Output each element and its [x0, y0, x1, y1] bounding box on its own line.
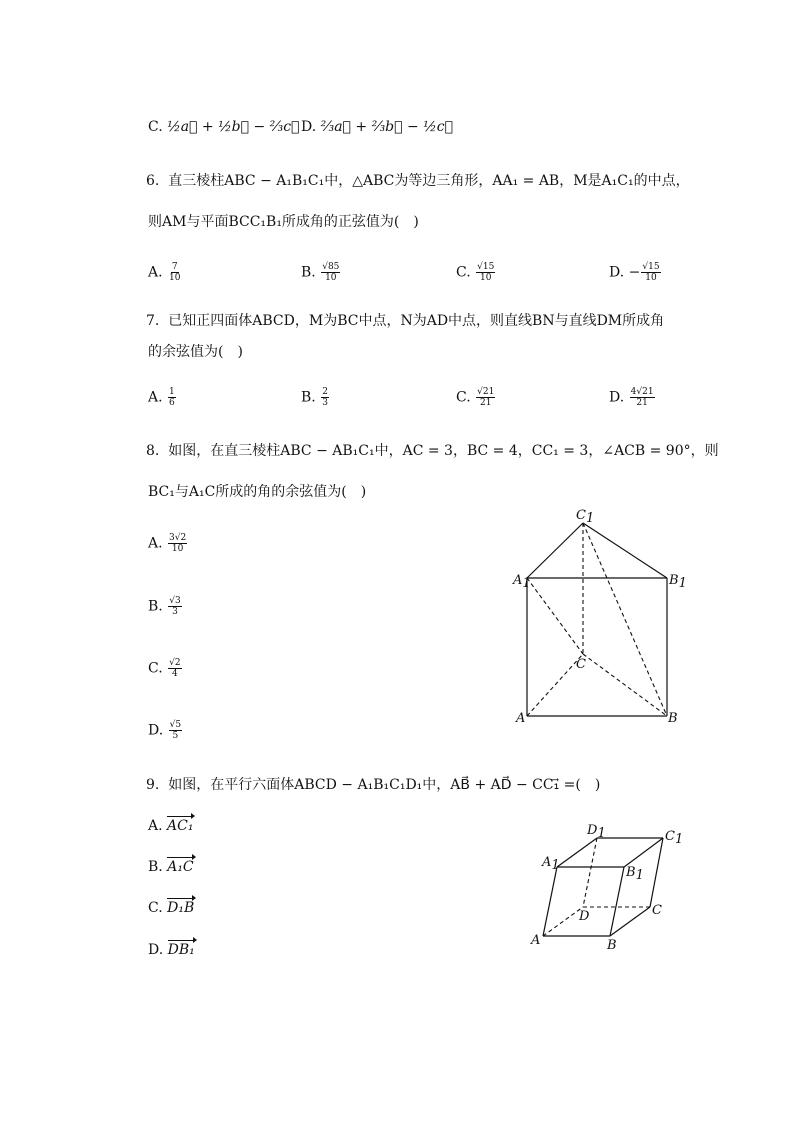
q7-option-b [301, 387, 330, 408]
option-letter: A. [148, 389, 163, 406]
option-letter: A. [148, 535, 163, 552]
q8-option-b [148, 596, 183, 617]
q6-option-d [609, 262, 662, 283]
label-c1: C1 [576, 508, 595, 526]
question-text: 直三棱柱ABC − A₁B₁C₁中，△ABC为等边三角形，AA₁ = AB，M是A₁C₁的中点， [168, 173, 690, 189]
denominator: 10 [325, 273, 337, 283]
option-letter: B. [148, 598, 163, 615]
question-number: 6. [146, 173, 160, 189]
option-letter: D. [148, 722, 164, 739]
option-letter: D. [609, 389, 625, 406]
q5-option-d [301, 119, 453, 135]
label-b1: B1 [669, 573, 687, 591]
question-number: 7. [146, 313, 160, 329]
q9-option-b [148, 859, 194, 875]
option-fraction [168, 387, 176, 408]
q8-prism-figure [505, 505, 695, 730]
q7-stem-line1 [146, 312, 664, 330]
option-letter: D. [609, 264, 625, 281]
numerator: 4√21 [630, 387, 654, 397]
numerator: 2 [322, 387, 328, 397]
denominator: 10 [645, 273, 657, 283]
q8-option-a [148, 533, 188, 554]
denominator: 10 [169, 273, 181, 283]
numerator: 1 [169, 387, 175, 397]
label-d: D [579, 909, 590, 924]
option-expression: ½a⃗ + ½b⃗ − ⅔c⃗ [167, 119, 300, 135]
q7-stem-line2: 的余弦值为( ) [148, 344, 243, 360]
label-b: B [607, 938, 617, 953]
option-vector: D₁B [167, 900, 195, 916]
numerator: √85 [322, 262, 340, 272]
option-expression: ⅔a⃗ + ⅔b⃗ − ½c⃗ [320, 119, 453, 135]
option-fraction [169, 720, 182, 741]
label-a1: A1 [513, 573, 531, 591]
numerator: √2 [169, 658, 181, 668]
option-vector: A₁C [167, 859, 194, 875]
numerator: √21 [477, 387, 495, 397]
numerator: √3 [169, 596, 181, 606]
denominator: 3 [322, 398, 328, 408]
option-fraction [168, 533, 187, 554]
label-b1: B1 [626, 865, 644, 883]
denominator: 10 [479, 273, 492, 283]
q8-stem-line1 [146, 442, 719, 460]
denominator: 5 [172, 731, 179, 741]
numerator: √15 [642, 262, 660, 272]
numerator: 7 [171, 262, 178, 272]
label-c1: C1 [665, 829, 684, 847]
option-sign: − [628, 264, 641, 281]
q9-option-c [148, 900, 194, 916]
option-letter: B. [301, 389, 316, 406]
option-fraction [630, 387, 655, 408]
option-fraction [168, 596, 181, 617]
q5-option-c [148, 119, 299, 135]
label-a1: A1 [542, 855, 560, 873]
q6-option-b [301, 262, 341, 283]
denominator: 21 [636, 398, 648, 408]
q7-option-a [148, 387, 177, 408]
option-fraction [321, 262, 340, 283]
denominator: 4 [171, 669, 178, 679]
denominator: 21 [479, 398, 492, 408]
option-letter: C. [148, 660, 163, 677]
option-vector: DB₁ [167, 942, 195, 958]
label-d1: D1 [587, 823, 606, 841]
question-text: 如图，在平行六面体ABCD − A₁B₁C₁D₁中，AB⃗ + AD⃗ − CC₁⃗ =( ) [168, 777, 601, 793]
q9-option-d [148, 942, 195, 958]
option-letter: A. [148, 264, 163, 281]
option-letter: C. [456, 389, 471, 406]
q6-stem-line2: 则AM与平面BCC₁B₁所成角的正弦值为( ) [148, 214, 419, 230]
option-letter: A. [148, 818, 163, 834]
question-number: 8. [146, 443, 160, 459]
option-vector: AC₁ [167, 818, 194, 834]
label-c: C [576, 657, 586, 672]
q9-stem-line1 [146, 776, 600, 794]
option-letter: D. [148, 942, 164, 958]
label-a: A [531, 933, 541, 948]
option-letter: C. [148, 119, 163, 135]
q7-option-c [456, 387, 496, 408]
option-letter: B. [301, 264, 316, 281]
label-b: B [668, 711, 678, 726]
q8-stem-line2: BC₁与A₁C所成的角的余弦值为( ) [148, 484, 367, 500]
q8-option-d [148, 720, 183, 741]
option-letter: C. [148, 900, 163, 916]
option-fraction [476, 262, 495, 283]
label-c: C [652, 903, 662, 918]
q6-option-a [148, 262, 182, 283]
question-number: 9. [146, 777, 160, 793]
denominator: 6 [169, 398, 175, 408]
denominator: 10 [171, 544, 184, 554]
option-fraction [641, 262, 660, 283]
option-letter: C. [456, 264, 471, 281]
numerator: √15 [477, 262, 495, 272]
option-letter: D. [301, 119, 317, 135]
q6-option-c [456, 262, 496, 283]
option-fraction [321, 387, 329, 408]
q9-parallelepiped-figure [525, 820, 695, 955]
denominator: 3 [172, 607, 178, 617]
label-a: A [516, 711, 526, 726]
option-fraction [168, 658, 181, 679]
option-letter: B. [148, 859, 163, 875]
question-text: 已知正四面体ABCD，M为BC中点，N为AD中点，则直线BN与直线DM所成角 [168, 313, 665, 329]
q9-option-a [148, 818, 193, 834]
q8-option-c [148, 658, 183, 679]
option-fraction [476, 387, 495, 408]
numerator: 3√2 [169, 533, 187, 543]
option-fraction [168, 262, 181, 283]
q6-stem-line1 [146, 172, 690, 190]
question-text: 如图，在直三棱柱ABC − AB₁C₁中，AC = 3，BC = 4，CC₁ = 3，∠ACB = 90°，则 [168, 443, 719, 459]
numerator: √5 [169, 720, 182, 730]
q7-option-d [609, 387, 656, 408]
